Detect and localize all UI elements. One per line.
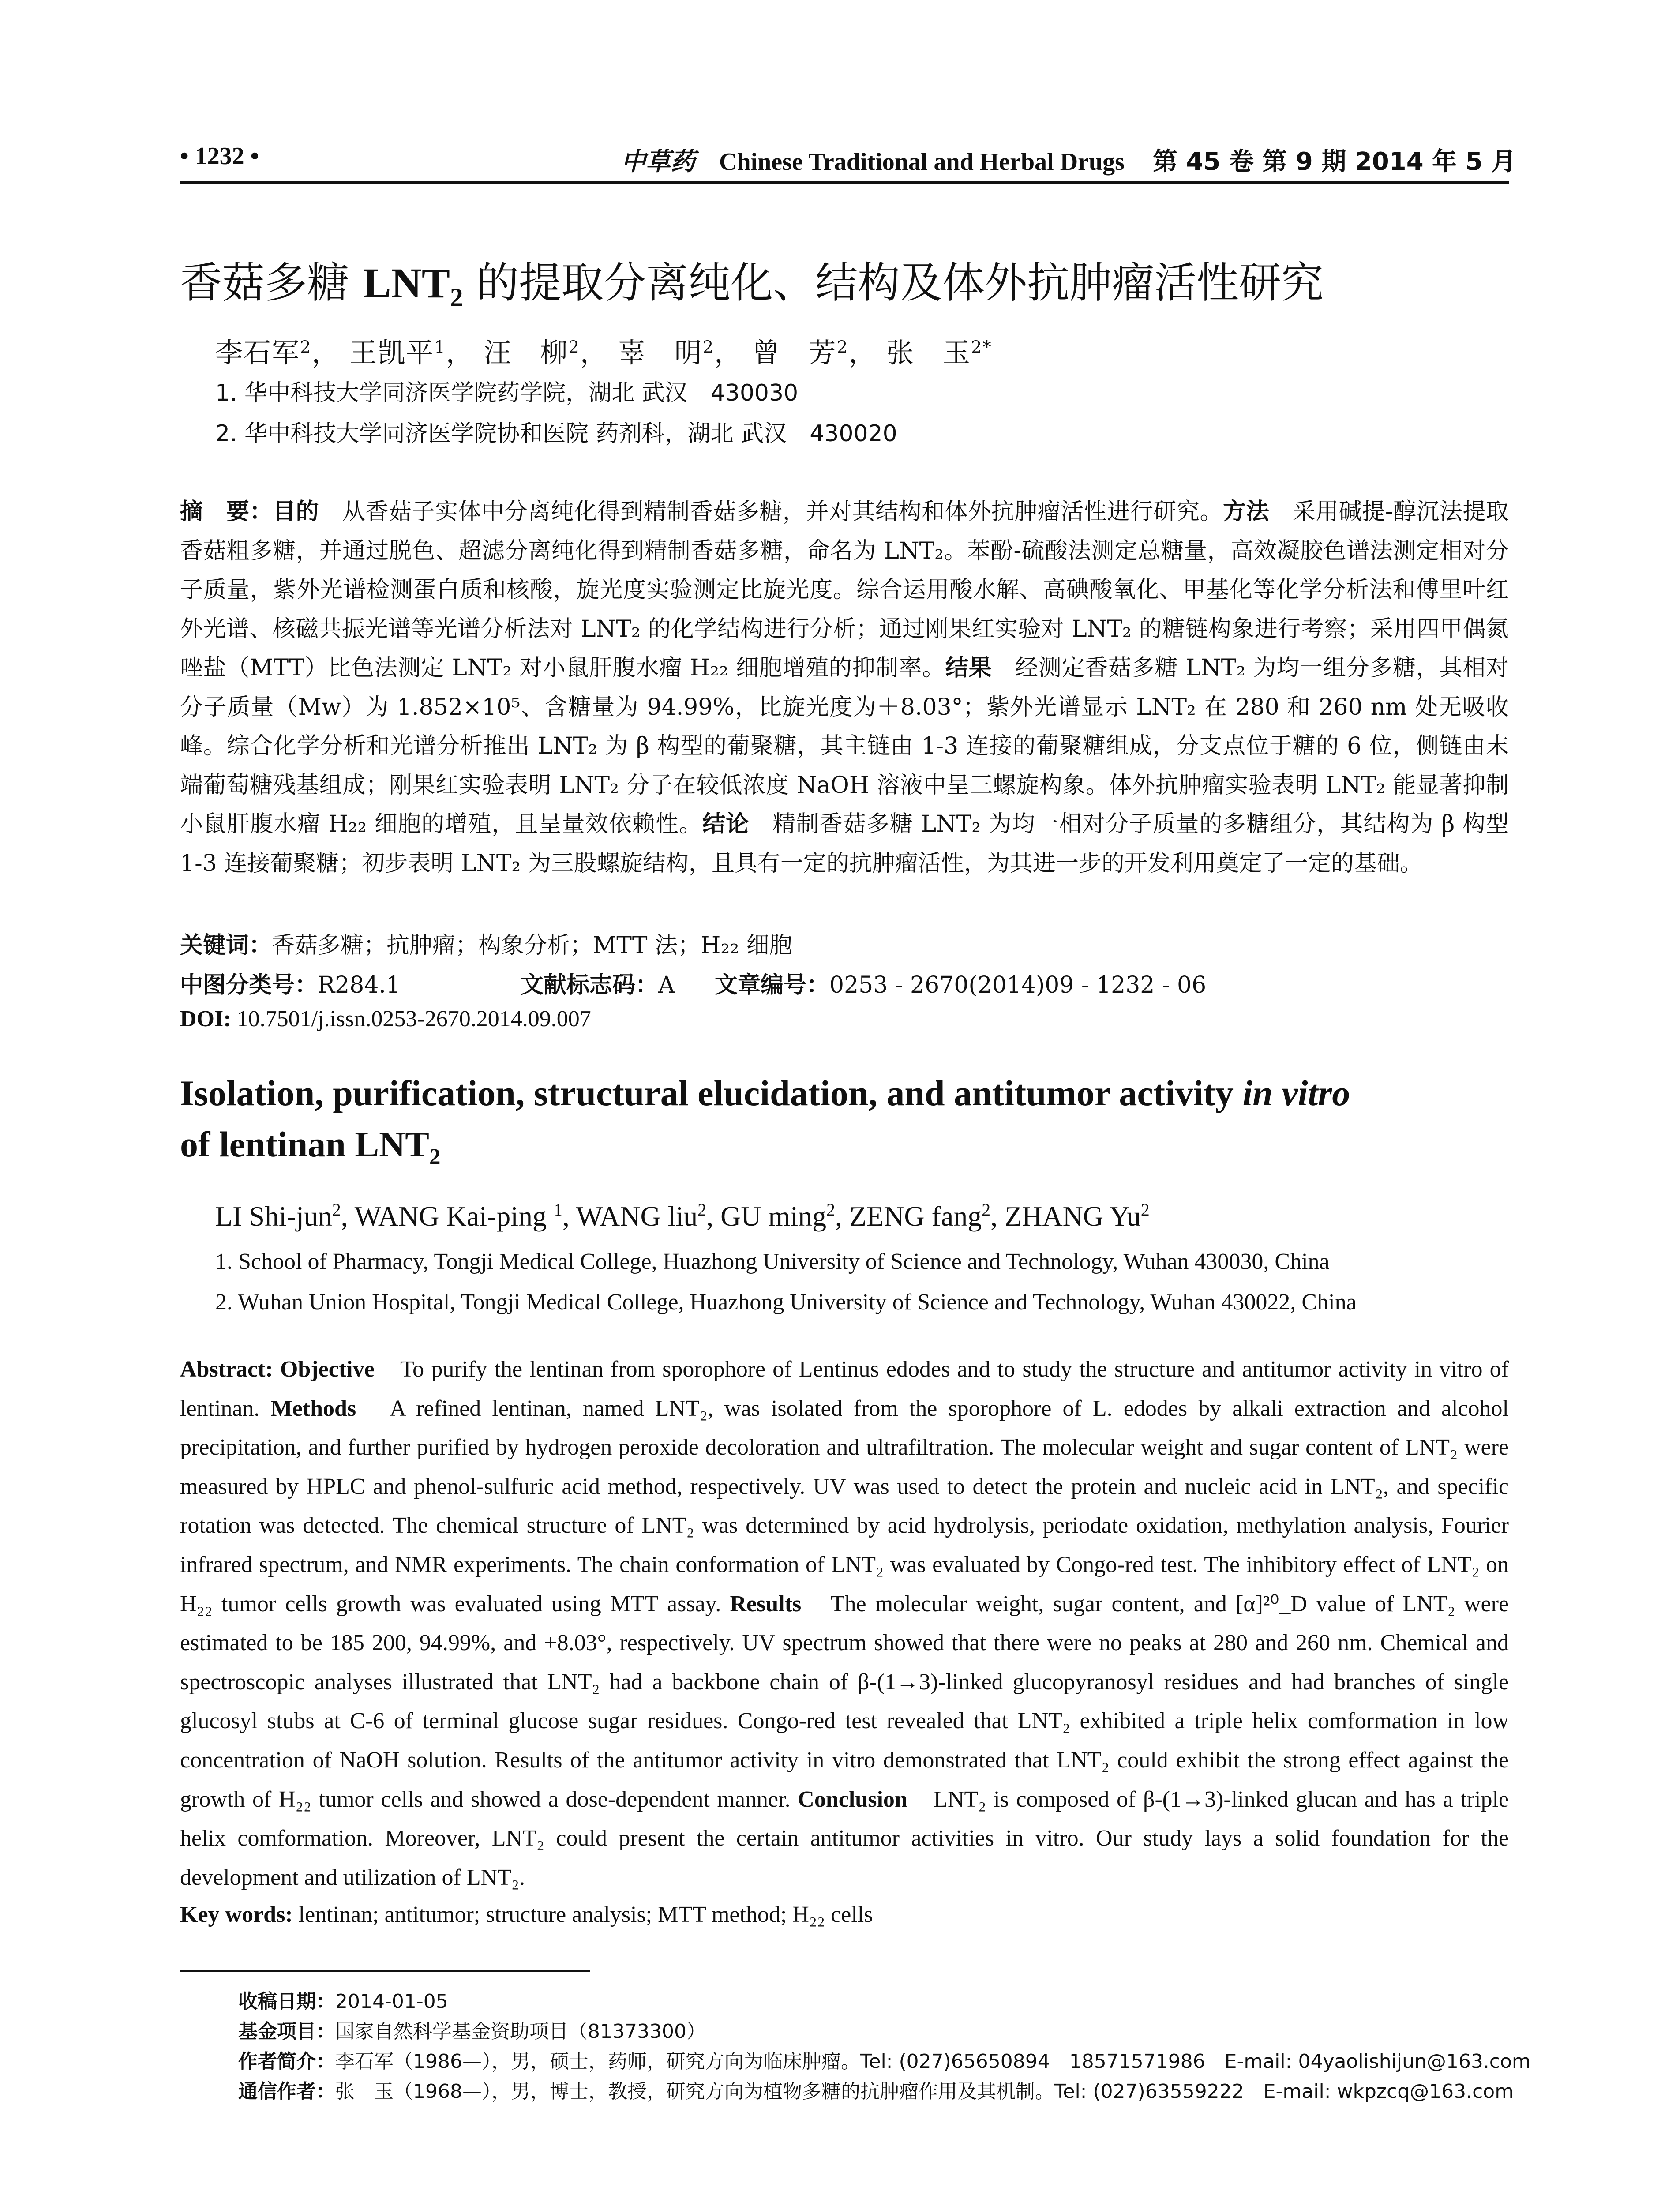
author-cn-mark: 2 bbox=[702, 337, 715, 357]
abstract-cn bbox=[180, 492, 1509, 883]
footnote-label: 收稿日期： bbox=[238, 1990, 335, 2013]
author-en-mark: 2 bbox=[826, 1200, 835, 1220]
author-cn: 曾 芳 bbox=[752, 337, 837, 369]
conclusion-label-en: Conclusion bbox=[798, 1786, 908, 1812]
author-cn: 辜 明 bbox=[618, 337, 703, 369]
author-cn: 张 玉 bbox=[886, 337, 971, 369]
author-en-mark: 2 bbox=[982, 1200, 991, 1220]
article-number bbox=[715, 966, 1206, 999]
footnote-corresponding bbox=[238, 2075, 1514, 2104]
page-number: • 1232 • bbox=[180, 143, 259, 170]
journal-name-en: Chinese Traditional and Herbal Drugs bbox=[719, 148, 1125, 176]
doc-code bbox=[521, 966, 675, 999]
objective-en: To purify the lentinan from sporophore of Lentinus edodes and to study the structure and antitumor activity in vitro of lentinan. bbox=[180, 1357, 1509, 1421]
title-en-italic: in vitro bbox=[1242, 1073, 1350, 1113]
footnote-author-bio bbox=[238, 2045, 1531, 2074]
author-en: WANG liu bbox=[576, 1201, 698, 1232]
results-label-en: Results bbox=[730, 1591, 802, 1617]
keywords-en-label: Key words: bbox=[180, 1902, 293, 1927]
author-en: GU ming bbox=[720, 1201, 827, 1232]
footnote-label: 基金项目： bbox=[238, 2020, 335, 2043]
journal-name-cn: 中草药 bbox=[621, 147, 695, 176]
affiliation-cn-1: 1. 华中科技大学同济医学院药学院，湖北 武汉 430030 bbox=[215, 380, 799, 406]
journal-info bbox=[621, 142, 1516, 177]
results-en: The molecular weight, sugar content, and [α]²⁰_D value of LNT₂ were estimated to be 185 200, 94.99%, and +8.03°, respectively. UV spectrum showed that there were no peaks at 280 and 260 nm. Chemical and spectroscopic analyses illustrated that LNT₂ had a backbone chain of β-(1→3)-linked glucopyranosyl residues and had branches of single glucosyl stubs at C-6 of terminal glucose sugar residues. Congo-red test revealed that LNT₂ exhibited a triple helix comformation in low concentration of NaOH solution. Results of the antitumor activity in vitro demonstrated that LNT₂ could exhibit the strong effect against the growth of H₂₂ tumor cells and showed a dose-dependent manner. bbox=[180, 1591, 1509, 1812]
title-en-pre: Isolation, purification, structural elucidation, and antitumor activity bbox=[180, 1073, 1243, 1113]
footnote-text: 李石军（1986—），男，硕士，药师，研究方向为临床肿瘤。Tel: (027)65650894 18571571986 E-mail: 04yaolishijun@163.com bbox=[335, 2050, 1531, 2073]
art-value: 0253 - 2670(2014)09 - 1232 - 06 bbox=[829, 972, 1207, 998]
footnote-label: 作者简介： bbox=[238, 2050, 335, 2073]
methods-cn: 采用碱提-醇沉法提取香菇粗多糖，并通过脱色、超滤分离纯化得到精制香菇多糖，命名为 LNT₂。苯酚-硫酸法测定总糖量，高效凝胶色谱法测定相对分子质量，紫外光谱检测蛋白质和核酸，旋光度实验测定比旋光度。综合运用酸水解、高碘酸氧化、甲基化等化学分析法和傅里叶红外光谱、核磁共振光谱等光谱分析法对 LNT₂ 的化学结构进行分析；通过刚果红实验对 LNT₂ 的糖链构象进行考察；采用四甲偶氮唑盐（MTT）比色法测定 LNT₂ 对小鼠肝腹水瘤 H₂₂ 细胞增殖的抑制率。 bbox=[180, 499, 1509, 681]
authors-cn: 李石军$^2$， 王凯平$^1$， 汪 柳$^2$， 辜 明$^2$， 曾 芳$^2$， 张 玉$^{2*}$ bbox=[215, 337, 992, 369]
author-en-mark: 2 bbox=[1140, 1200, 1150, 1220]
title-cn-post: 的提取分离纯化、结构及体外抗肿瘤活性研究 bbox=[463, 258, 1324, 308]
author-en: LI Shi-jun bbox=[215, 1201, 332, 1232]
author-cn-mark: 2 bbox=[836, 337, 849, 357]
abstract-en-label: Abstract: Objective bbox=[180, 1357, 375, 1382]
footnote-rule bbox=[180, 1970, 590, 1972]
doi-label: DOI: bbox=[180, 1006, 231, 1032]
affiliation-cn-2: 2. 华中科技大学同济医学院协和医院 药剂科，湖北 武汉 430020 bbox=[215, 420, 897, 447]
conclusion-en: LNT₂ is composed of β-(1→3)-linked glucan and has a triple helix comformation. Moreover, LNT₂ could present the certain antitumor activities in vitro. Our study lays a solid foundation for the development and utilization of LNT₂. bbox=[180, 1786, 1509, 1890]
methods-label-en: Methods bbox=[270, 1396, 356, 1421]
keywords-cn-label: 关键词： bbox=[180, 932, 272, 959]
footnote-received bbox=[238, 1985, 448, 2014]
author-en-mark: 2 bbox=[332, 1200, 341, 1220]
title-en-sub: 2 bbox=[429, 1144, 441, 1169]
author-cn-mark: 1 bbox=[434, 337, 446, 357]
author-en-mark: 2 bbox=[698, 1200, 707, 1220]
author-en: WANG Kai-ping bbox=[354, 1201, 554, 1232]
keywords-en-text: lentinan; antitumor; structure analysis; MTT method; H₂₂ cells bbox=[292, 1902, 873, 1927]
author-cn-mark: 2* bbox=[971, 337, 992, 357]
doc-label: 文献标志码： bbox=[521, 972, 659, 998]
classification-line bbox=[180, 966, 401, 999]
footnote-text: 2014-01-05 bbox=[335, 1990, 448, 2013]
author-cn-mark: 2 bbox=[568, 337, 580, 357]
keywords-cn-text: 香菇多糖；抗肿瘤；构象分析；MTT 法；H₂₂ 细胞 bbox=[272, 932, 792, 959]
objective-label-cn: 目的 bbox=[273, 499, 319, 525]
title-en bbox=[180, 1068, 1509, 1170]
author-en-mark: 1 bbox=[554, 1200, 562, 1220]
author-en: ZHANG Yu bbox=[1005, 1201, 1141, 1232]
author-cn-mark: 2 bbox=[300, 337, 312, 357]
clc-value: R284.1 bbox=[318, 972, 401, 998]
issue-info: 第 45 卷 第 9 期 2014 年 5 月 bbox=[1152, 147, 1516, 176]
abstract-cn-label: 摘 要： bbox=[180, 499, 273, 525]
footnote-funding bbox=[238, 2015, 706, 2044]
methods-en: A refined lentinan, named LNT₂, was isolated from the sporophore of L. edodes by alkali extraction and alcohol precipitation, and further purified by hydrogen peroxide decoloration and ultrafiltration. The molecular weight and sugar content of LNT₂ were measured by HPLC and phenol-sulfuric acid method, respectively. UV was used to detect the protein and nucleic acid in LNT₂, and specific rotation was detected. The chemical structure of LNT₂ was determined by acid hydrolysis, periodate oxidation, methylation analysis, Fourier infrared spectrum, and NMR experiments. The chain conformation of LNT₂ was evaluated by Congo-red test. The inhibitory effect of LNT₂ on H₂₂ tumor cells growth was evaluated using MTT assay. bbox=[180, 1396, 1509, 1617]
conclusion-label-cn: 结论 bbox=[702, 811, 750, 837]
abstract-en bbox=[180, 1350, 1509, 1897]
author-en: ZENG fang bbox=[849, 1201, 982, 1232]
footnote-text: 张 玉（1968—），男，博士，教授，研究方向为植物多糖的抗肿瘤作用及其机制。Tel: (027)63559222 E-mail: wkpzcq@163.com bbox=[335, 2080, 1514, 2103]
conclusion-cn: 精制香菇多糖 LNT₂ 为均一相对分子质量的多糖组分，其结构为 β 构型 1-3 连接葡聚糖；初步表明 LNT₂ 为三股螺旋结构，且具有一定的抗肿瘤活性，为其进一步的开发利用奠定了一定的基础。 bbox=[180, 811, 1509, 877]
title-cn-sub: 2 bbox=[450, 283, 463, 312]
doi-value: 10.7501/j.issn.0253-2670.2014.09.007 bbox=[236, 1006, 591, 1032]
title-cn-lnt: LNT bbox=[363, 259, 450, 307]
title-cn-pre: 香菇多糖 bbox=[180, 258, 363, 308]
footnote-label: 通信作者： bbox=[238, 2080, 335, 2103]
author-cn: 汪 柳 bbox=[484, 337, 569, 369]
affiliation-en-1: 1. School of Pharmacy, Tongji Medical College, Huazhong University of Science and Technology, Wuhan 430030, China bbox=[215, 1249, 1330, 1274]
doi-line bbox=[180, 1006, 591, 1032]
author-cn: 王凯平 bbox=[349, 337, 435, 369]
authors-en: LI Shi-jun$^2$, WANG Kai-ping $^1$, WANG liu$^2$, GU ming$^2$, ZENG fang$^2$, ZHANG Yu$^2$ bbox=[215, 1200, 1150, 1232]
art-label: 文章编号： bbox=[715, 972, 830, 998]
keywords-cn bbox=[180, 927, 792, 960]
title-en-line2: of lentinan LNT bbox=[180, 1124, 429, 1164]
running-header bbox=[180, 132, 1516, 184]
keywords-en bbox=[180, 1902, 873, 1928]
results-label-cn: 结果 bbox=[945, 655, 992, 681]
author-cn: 李石军 bbox=[215, 337, 300, 369]
doc-value: A bbox=[658, 972, 675, 998]
footnote-text: 国家自然科学基金资助项目（81373300） bbox=[335, 2020, 706, 2043]
affiliation-en-2: 2. Wuhan Union Hospital, Tongji Medical College, Huazhong University of Science and Technology, Wuhan 430022, China bbox=[215, 1290, 1357, 1315]
methods-label-cn: 方法 bbox=[1223, 499, 1270, 525]
objective-cn: 从香菇子实体中分离纯化得到精制香菇多糖，并对其结构和体外抗肿瘤活性进行研究。 bbox=[319, 499, 1223, 525]
title-cn bbox=[180, 249, 1324, 310]
results-cn: 经测定香菇多糖 LNT₂ 为均一组分多糖，其相对分子质量（Mᴡ）为 1.852×10⁵、含糖量为 94.99%，比旋光度为＋8.03°；紫外光谱显示 LNT₂ 在 280 和 260 nm 处无吸收峰。综合化学分析和光谱分析推出 LNT₂ 为 β 构型的葡聚糖，其主链由 1-3 连接的葡聚糖组成，分支点位于糖的 6 位，侧链由末端葡萄糖残基组成；刚果红实验表明 LNT₂ 分子在较低浓度 NaOH 溶液中呈三螺旋构象。体外抗肿瘤实验表明 LNT₂ 能显著抑制小鼠肝腹水瘤 H₂₂ 细胞的增殖，且呈量效依赖性。 bbox=[180, 655, 1509, 837]
clc-label: 中图分类号： bbox=[180, 972, 318, 998]
